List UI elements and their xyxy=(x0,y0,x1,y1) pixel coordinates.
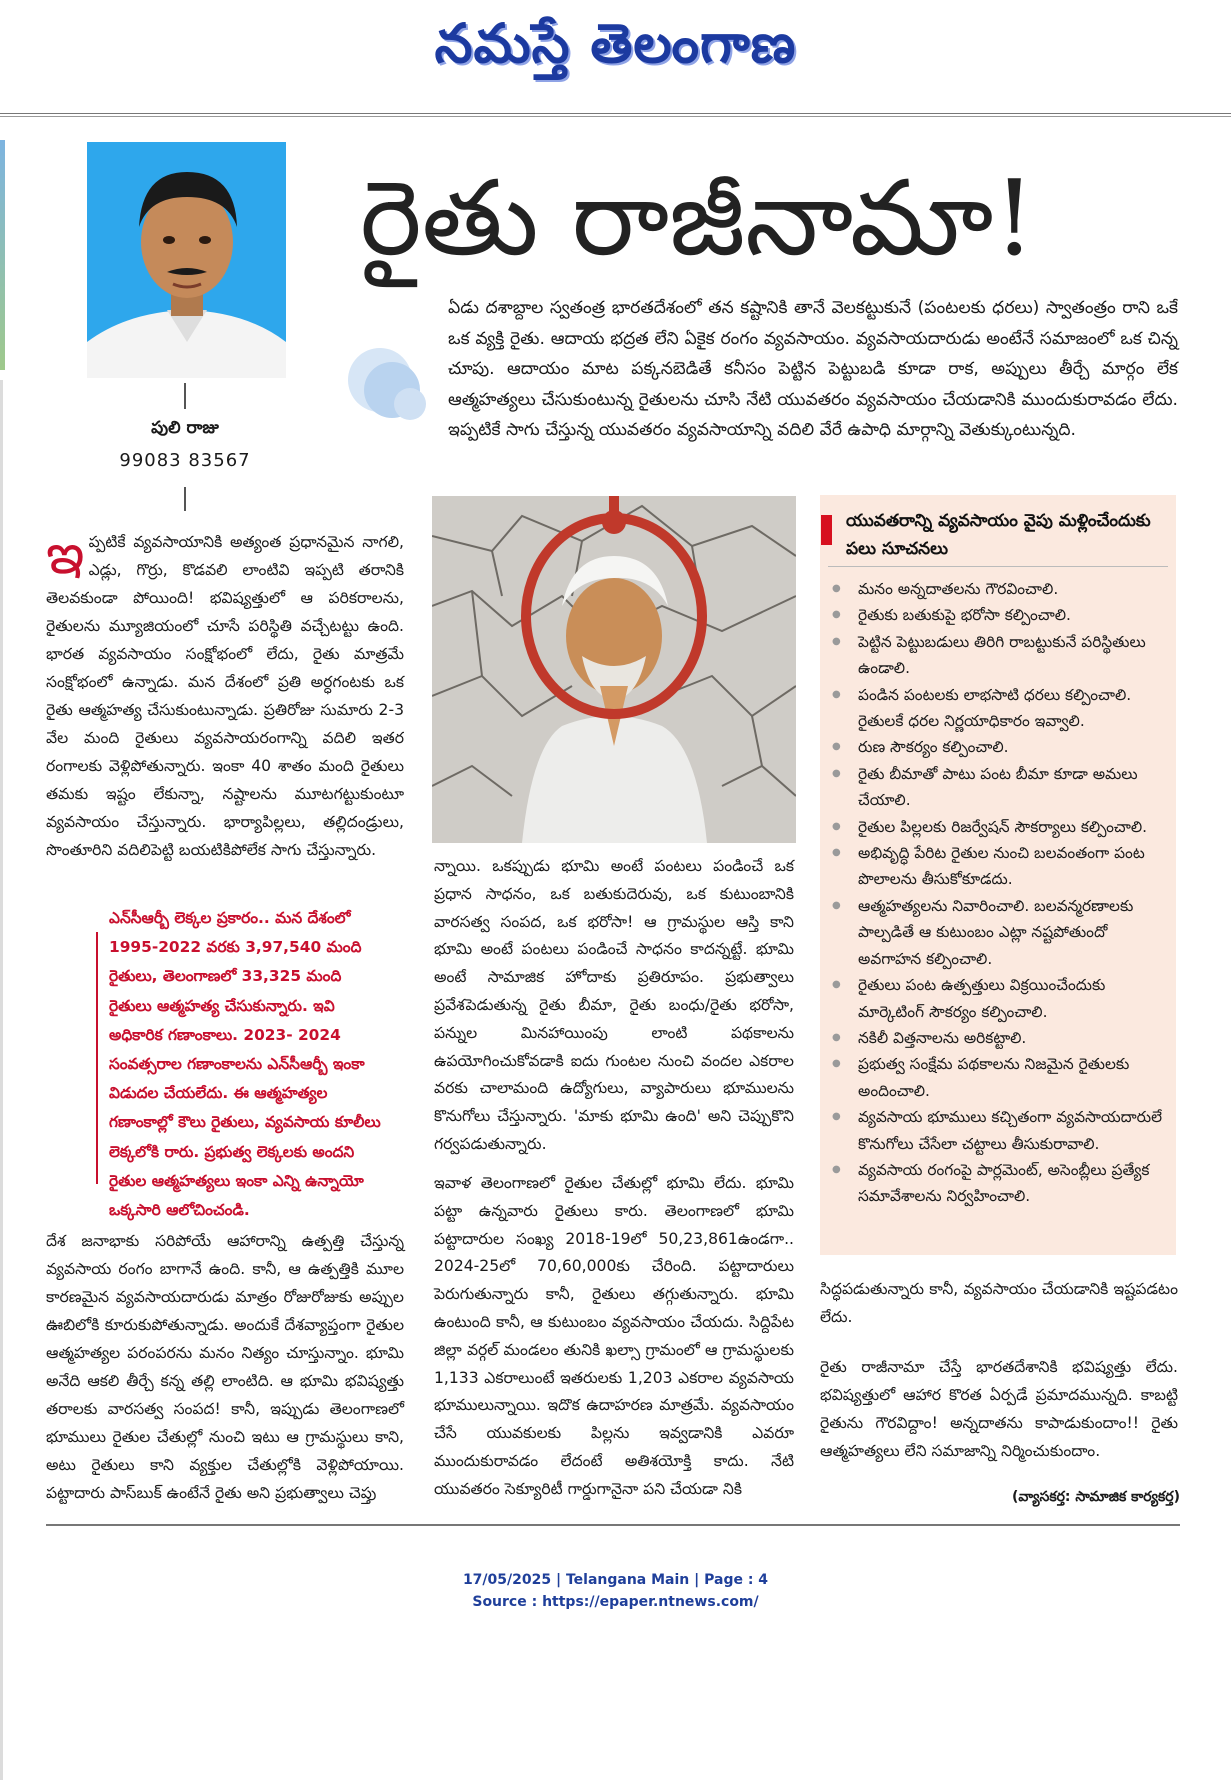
article-column-1-continued xyxy=(46,1227,404,1507)
column-1-paragraph-2: దేశ జనాభాకు సరిపోయే ఆహారాన్ని ఉత్పత్తి చేస్తున్న వ్యవసాయ రంగం బాగానే ఉంది. కానీ, ఆ ఉత్పత్తికి మూల కారణమైన వ్యవసాయదారుడు మాత్రం రోజురోజుకు అప్పుల ఊబిలోకి కూరుకుపోతున్నాడు. అందుకే దేశవ్యాప్తంగా రైతుల ఆత్మహత్యల పరంపరను మనం నిత్యం చూస్తున్నాం. భూమి అనేది ఆకలి తీర్చే కన్న తల్లి లాంటిది. ఆ భూమి భవిష్యత్తు తరాలకు వారసత్వ సంపద! కానీ, ఇప్పుడు తెలంగాణలో భూములు రైతుల చేతుల్లో నుంచి ఇటు ఆ గ్రామస్థులు కాని, అటు రైతులు కాని వ్యక్తుల చేతుల్లోకి వెళ్లిపోయాయి. పట్టాదారు పాస్‌బుక్ ఉంటేనే రైతు అని ప్రభుత్వాలు చెప్తు xyxy=(46,1232,404,1502)
suggestions-list xyxy=(828,576,1174,1210)
column-2-paragraph-2: ఇవాళ తెలంగాణలో రైతుల చేతుల్లో భూమి లేదు. భూమి పట్టా ఉన్నవారు రైతులు కారు. తెలంగాణలో భూమి పట్టాదారుల సంఖ్య 2018-19లో 50,23,861ఉండగా.. 2024-25లో 70,60,000కు చేరింది. పట్టాదారులు పెరుగుతున్నారు కానీ, రైతులు తగ్గుతున్నారు. భూమి ఉంటుంది కానీ, ఆ కుటుంబం వ్యవసాయం చేయదు. సిద్దిపేట జిల్లా వర్గల్ మండలం తునికి ఖల్సా గ్రామంలో ఆ గ్రామస్థులకు 1,133 ఎకరాలుంటే ఇతరులకు 1,203 ఎకరాల వ్యవసాయ భూములున్నాయి. ఇదొక ఉదాహరణ మాత్రమే. వ్యవసాయం చేసే యువకులకు పిల్లను ఇవ్వడానికి ఎవరూ ముందుకురావడం లేదంటే అతిశయోక్తి కాదు. నేటి యువతరం సెక్యూరిటీ గార్డుగానైనా పని చేయడా నికి xyxy=(434,1174,794,1498)
footer-source-link[interactable]: Source : https://epaper.ntnews.com/ xyxy=(472,1594,759,1610)
newspaper-logo: నమస్తే తెలంగాణ xyxy=(434,12,797,75)
column-3-paragraph-2: రైతు రాజీనామా చేస్తే భారతదేశానికి భవిష్యత్తు లేదు. భవిష్యత్తులో ఆహార కొరత ఏర్పడే ప్రమాదమున్నది. కాబట్టి రైతును గౌరవిద్దాం! అన్నదాతను కాపాడుకుందాం!! రైతు ఆత్మహత్యలు లేని సమాజాన్ని నిర్మించుకుందాం. xyxy=(820,1358,1178,1460)
paragraph-text: ప్పటికే వ్యవసాయానికి అత్యంత ప్రధానమైన నాగలి, ఎడ్లు, గొర్రు, కొడవలి లాంటివి ఇప్పటి తరానికి తెలవకుండా పోయింది! భవిష్యత్తులో ఆ పరికరాలను, రైతులను మ్యూజియంలో చూసే పరిస్థితి వచ్చేటట్టు ఉంది. భారత వ్యవసాయం సంక్షోభంలో లేదు, రైతు మాత్రమే సంక్షోభంలో ఉన్నాడు. మన దేశంలో ప్రతి అర్ధగంటకు ఒక రైతు ఆత్మహత్య చేసుకుంటున్నాడు. ప్రతిరోజు సుమారు 2-3 వేల మంది రైతులు వ్యవసాయరంగాన్ని వదిలి ఇతర రంగాలకు వెళ్లిపోతున్నారు. ఇంకా 40 శాతం మంది రైతులు తమకు ఇష్టం లేకున్నా, నష్టాలను మూటగట్టుకుంటూ వ్యవసాయం చేస్తున్నారు. భార్యాపిల్లలు, తల్లిదండ్రులు, సొంతూరిని వదిలిపెట్టి బయటికిపోలేక సాగు చేస్తున్నారు. xyxy=(46,533,404,859)
article-column-3 xyxy=(820,1275,1178,1487)
byline-connector xyxy=(184,487,186,511)
list-item: ● రైతుకు బతుకుపై భరోసా కల్పించాలి. xyxy=(828,602,1174,628)
list-item: ● ప్రభుత్వ సంక్షేమ పథకాలను నిజమైన రైతులకు అందించాలి. xyxy=(828,1051,1174,1104)
farmer-noose-illustration xyxy=(432,496,796,843)
list-item: ● అభివృద్ధి పేరిట రైతుల నుంచి బలవంతంగా పంట పొలాలను తీసుకోకూడదు. xyxy=(828,840,1174,893)
byline-connector xyxy=(184,383,186,409)
list-item: ● పండిన పంటలకు లాభసాటి ధరలు కల్పించాలి. రైతులకే ధరల నిర్ణయాధికారం ఇవ్వాలి. xyxy=(828,682,1174,735)
adjacent-page-edge-lower xyxy=(0,380,3,1780)
pull-quote: ఎన్‌సీఆర్బీ లెక్కల ప్రకారం.. మన దేశంలో 1995-2022 వరకు 3,97,540 మంది రైతులు, తెలంగాణలో 33,325 మంది రైతులు ఆత్మహత్య చేసుకున్నారు. ఇవి అధికారిక గణాంకాలు. 2023- 2024 సంవత్సరాల గణాంకాలను ఎన్‌సీఆర్బీ ఇంకా విడుదల చేయలేదు. ఈ ఆత్మహత్యల గణాంకాల్లో కౌలు రైతులు, వ్యవసాయ కూలీలు లెక్కలోకి రారు. ప్రభుత్వ లెక్కలకు అందని రైతుల ఆత్మహత్యలు ఇంకా ఎన్ని ఉన్నాయో ఒక్కసారి ఆలోచించండి. xyxy=(109,909,381,1220)
list-item: ● వ్యవసాయ రంగంపై పార్లమెంట్, అసెంబ్లీలు ప్రత్యేక సమావేశాలను నిర్వహించాలి. xyxy=(828,1157,1174,1210)
author-credit: (వ్యాసకర్త: సామాజిక కార్యకర్త) xyxy=(1012,1489,1180,1505)
list-item: ● ఆత్మహత్యలను నివారించాలి. బలవన్మరణాలకు పాల్పడితే ఆ కుటుంబం ఎట్లా నష్టపోతుందో అవగాహన కల్పించాలి. xyxy=(828,893,1174,972)
column-2-paragraph-1: న్నాయి. ఒకప్పుడు భూమి అంటే పంటలు పండించే ఒక ప్రధాన సాధనం, ఒక బతుకుదెరువు, ఒక కుటుంబానికి వారసత్వ సంపద, ఒక భరోసా! ఆ గ్రామస్థుల ఆస్తి కాని భూమి అంటే పంటలు పండించే సాధనం కాదన్నట్టే. భూమి అంటే సామాజిక హోదాకు ప్రతిరూపం. ప్రభుత్వాలు ప్రవేశపెడుతున్న రైతు బీమా, రైతు బంధు/రైతు భరోసా, పన్నుల మినహాయింపు లాంటి పథకాలను ఉపయోగించుకోవడాకి ఐదు గుంటల నుంచి వందల ఎకరాల వరకు చాలామంది ఉద్యోగులు, వ్యాపారులు భూములను కొనుగోలు చేస్తున్నారు. 'మాకు భూమి ఉంది' అని చెప్పుకొని గర్వపడుతున్నారు. xyxy=(434,857,794,1153)
list-item: ● రైతుల పిల్లలకు రిజర్వేషన్ సౌకర్యాలు కల్పించాలి. xyxy=(828,814,1174,840)
article-column-1 xyxy=(46,522,404,864)
intro-paragraph: ఏడు దశాబ్దాల స్వతంత్ర భారతదేశంలో తన కష్టానికి తానే వెలకట్టుకునే (పంటలకు ధరలు) స్వాతంత్రం రాని ఒకే ఒక వ్యక్తి రైతు. ఆదాయ భద్రత లేని ఏకైక రంగం వ్యవసాయం. వ్యవసాయదారుడు అంటేనే సమాజంలో ఒక చిన్న చూపు. ఆదాయం మాట పక్కనబెడితే కనీసం పెట్టిన పెట్టుబడి కూడా రాక, అప్పులు తీర్చే మార్గం లేక ఆత్మహత్యలు చేసుకుంటున్న రైతులను చూసి నేటి యువతరం వ్యవసాయం చేయడానికి ముందుకురావడం లేదు. ఇప్పటికే సాగు చేస్తున్న యువతరం వ్యవసాయాన్ని వదిలి వేరే ఉపాధి మార్గాన్ని వెతుక్కుంటున్నది. xyxy=(448,298,1178,440)
adjacent-page-edge xyxy=(0,140,5,370)
list-item: ● నకిలీ విత్తనాలను అరికట్టాలి. xyxy=(828,1025,1174,1051)
sidebar-accent-mark xyxy=(821,515,832,545)
author-photo xyxy=(87,142,286,378)
article-column-2 xyxy=(434,853,794,1159)
column-1-paragraph-1 xyxy=(46,522,404,864)
article-column-2-continued xyxy=(434,1170,794,1504)
sidebar-title: యువతరాన్ని వ్యవసాయం వైపు మళ్లించేందుకు పలు సూచనలు xyxy=(846,511,1151,559)
list-item: ● రుణ సౌకర్యం కల్పించాలి. xyxy=(828,734,1174,760)
list-item: ● రైతు బీమాతో పాటు పంట బీమా కూడా అమలు చేయాలి. xyxy=(828,761,1174,814)
pull-quote-rule xyxy=(96,932,98,1184)
bottom-divider xyxy=(46,1524,1180,1526)
article-headline: రైతు రాజీనామా! xyxy=(360,157,1036,279)
footer-edition-info: 17/05/2025 | Telangana Main | Page : 4 xyxy=(462,1572,769,1588)
author-name: పులి రాజు xyxy=(151,418,219,438)
list-item: ● వ్యవసాయ భూములు కచ్చితంగా వ్యవసాయదారులే కొనుగోలు చేసేలా చట్టాలు తీసుకురావాలి. xyxy=(828,1104,1174,1157)
list-item: ● రైతులు పంట ఉత్పత్తులు విక్రయించేందుకు మార్కెటింగ్ సౌకర్యం కల్పించాలి. xyxy=(828,972,1174,1025)
list-item: ● పెట్టిన పెట్టుబడులు తిరిగి రాబట్టుకునే పరిస్థితులు ఉండాలి. xyxy=(828,629,1174,682)
sidebar-divider xyxy=(828,566,1168,567)
masthead-divider xyxy=(0,113,1231,117)
list-item: ● మనం అన్నదాతలను గౌరవించాలి. xyxy=(828,576,1174,602)
article-intro xyxy=(448,293,1178,446)
column-3-paragraph-1: సిద్ధపడుతున్నారు కానీ, వ్యవసాయం చేయడానికి ఇష్టపడటం లేదు. xyxy=(820,1280,1178,1326)
drop-cap: ఇ xyxy=(46,522,85,587)
author-phone: 99083 83567 xyxy=(119,450,251,471)
decorative-circles xyxy=(340,338,435,433)
masthead xyxy=(0,0,1231,110)
